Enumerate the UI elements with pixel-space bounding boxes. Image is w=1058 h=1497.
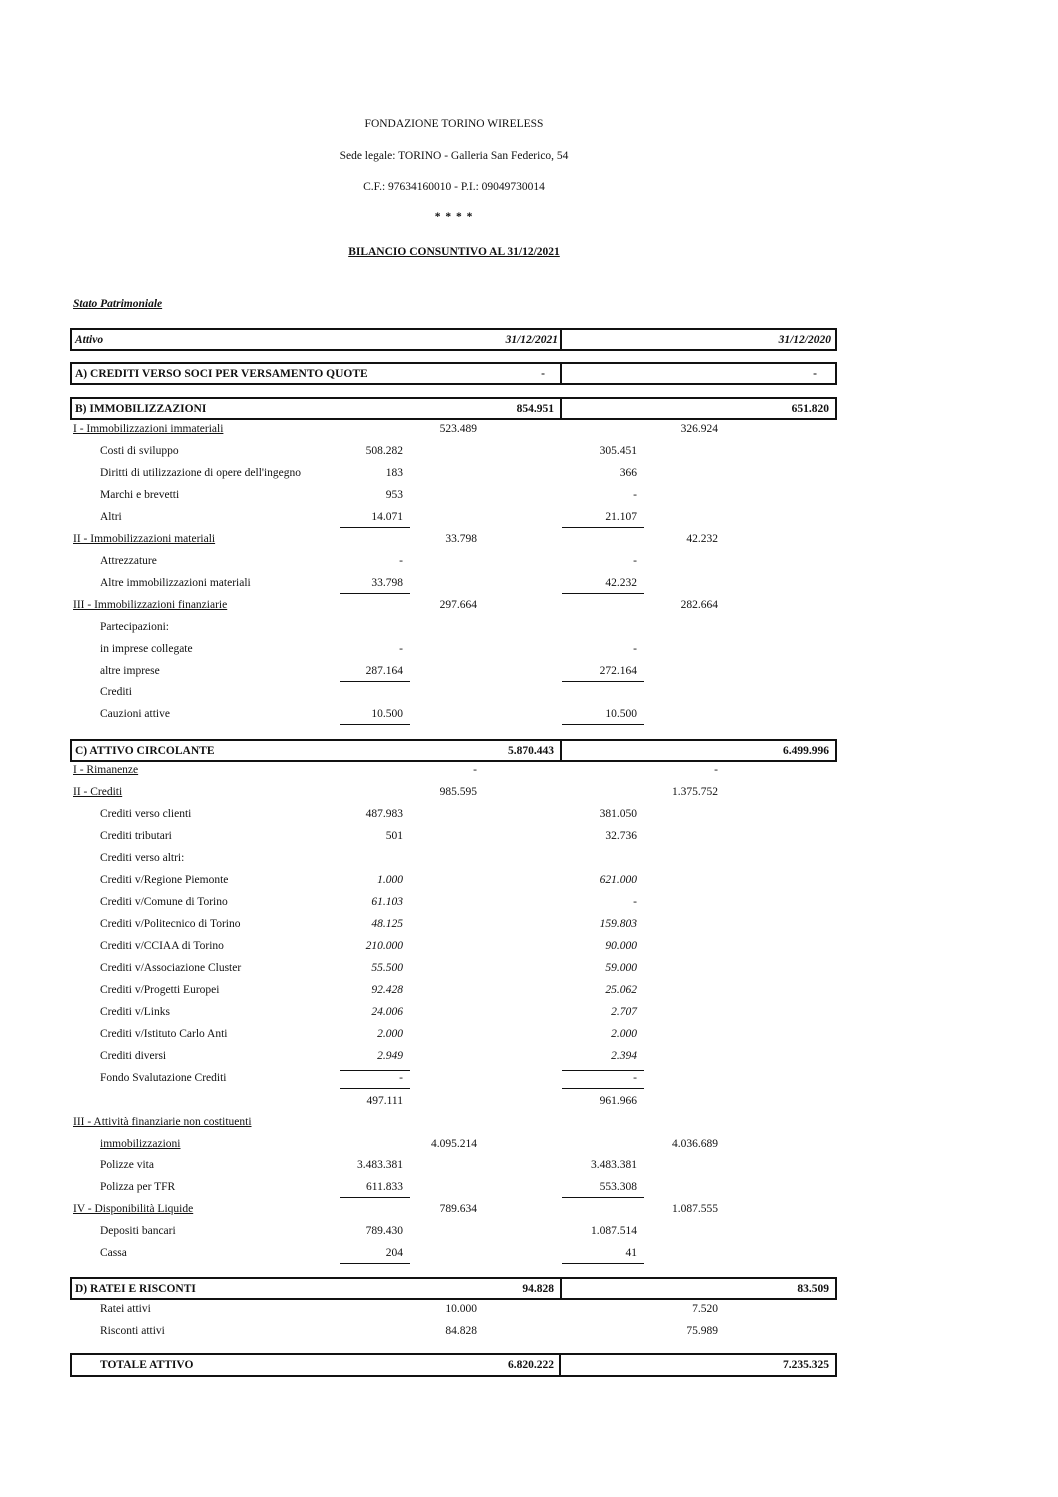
row-subtotal-2021-c2: 985.595 <box>439 786 477 798</box>
row-detail-2021-c2g: 210.000 <box>365 940 403 952</box>
row-detail-2020-c2l: 2.394 <box>611 1050 637 1062</box>
row-detail-2021-c2l: 2.949 <box>377 1050 403 1062</box>
underline-2021-c2m <box>340 1088 410 1089</box>
row-label-c2b: Crediti tributari <box>100 830 172 842</box>
column-year-2020: 31/12/2020 <box>778 333 831 346</box>
row-label-c2d: Crediti v/Regione Piemonte <box>100 874 229 886</box>
row-label-c2: II - Crediti <box>73 786 123 798</box>
row-detail-2020-c2k: 2.000 <box>611 1028 637 1040</box>
row-detail-2020-c2g: 90.000 <box>605 940 637 952</box>
row-detail-2020-c4a: 1.087.514 <box>591 1225 637 1237</box>
row-detail-2021-b2b: 33.798 <box>371 577 403 589</box>
row-detail-2021-c2f: 48.125 <box>371 918 403 930</box>
block-a-2021: - <box>541 367 545 380</box>
block-d-2020: 83.509 <box>797 1282 829 1295</box>
row-subtotal-2020-b2: 42.232 <box>686 533 718 545</box>
overline-2020-c2m <box>562 1070 644 1071</box>
row-label-c4b: Cassa <box>100 1247 127 1259</box>
row-label-b3: III - Immobilizzazioni finanziarie <box>73 599 228 611</box>
block-b-label: B) IMMOBILIZZAZIONI <box>75 402 207 415</box>
org-tax-ids: C.F.: 97634160010 - P.I.: 09049730014 <box>363 181 545 193</box>
row-detail-2020-b2a: - <box>633 555 637 567</box>
row-detail-2020-b1d: 21.107 <box>605 511 637 523</box>
row-label-c2j: Crediti v/Links <box>100 1006 170 1018</box>
underline-2021-b3e <box>340 724 410 725</box>
row-detail-2020-b1a: 305.451 <box>599 445 637 457</box>
row-subtotal-2021-c1: - <box>473 764 477 776</box>
row-subtotal-2021-b1: 523.489 <box>439 423 477 435</box>
block-b-2020: 651.820 <box>791 402 829 415</box>
row-label-c2e: Crediti v/Comune di Torino <box>100 896 228 908</box>
block-c-2021: 5.870.443 <box>508 744 554 757</box>
row-detail-2020-b1b: 366 <box>619 467 637 479</box>
row-detail-2020-c2d: 621.000 <box>599 874 637 886</box>
row-detail-2020-b3c: 272.164 <box>599 665 637 677</box>
row-label-b3b: in imprese collegate <box>100 643 193 655</box>
row-label-b1c: Marchi e brevetti <box>100 489 180 501</box>
row-detail-2021-c2b: 501 <box>385 830 403 842</box>
row-label-b3d: Crediti <box>100 686 132 698</box>
row-detail-2021-c4a: 789.430 <box>365 1225 403 1237</box>
column-label: Attivo <box>75 333 104 346</box>
row-detail-2021-b1a: 508.282 <box>365 445 403 457</box>
block-c-2020: 6.499.996 <box>783 744 829 757</box>
row-detail-2021-c2n: 497.111 <box>366 1095 403 1107</box>
underline-2020-b3c <box>562 681 644 682</box>
underline-2020-c3b <box>562 1197 644 1198</box>
row-label-c4: IV - Disponibilità Liquide <box>73 1203 194 1215</box>
row-label-c2l: Crediti diversi <box>100 1050 167 1062</box>
row-detail-2020-c2b: 32.736 <box>605 830 637 842</box>
total-2020: 7.235.325 <box>783 1359 829 1371</box>
row-label-d1: Ratei attivi <box>100 1303 151 1315</box>
row-label-c2g: Crediti v/CCIAA di Torino <box>100 940 224 952</box>
block-d-label: D) RATEI E RISCONTI <box>75 1282 196 1295</box>
row-detail-2021-c3a: 3.483.381 <box>357 1159 403 1171</box>
row-detail-2020-c4b: 41 <box>625 1247 637 1259</box>
row-label-c4a: Depositi bancari <box>100 1225 176 1237</box>
row-detail-2021-c2d: 1.000 <box>377 874 403 886</box>
row-label-b2b: Altre immobilizzazioni materiali <box>100 577 251 589</box>
row-subtotal-2020-c2: 1.375.752 <box>672 786 718 798</box>
row-label-c2f: Crediti v/Politecnico di Torino <box>100 918 241 930</box>
row-detail-2021-b3c: 287.164 <box>365 665 403 677</box>
underline-2021-b1d <box>340 527 410 528</box>
row-detail-2021-c2e: 61.103 <box>371 896 403 908</box>
row-detail-2020-b1c: - <box>633 489 637 501</box>
row-detail-2021-b2a: - <box>399 555 403 567</box>
row-subtotal-2020-d1: 7.520 <box>692 1303 718 1315</box>
row-label-b2: II - Immobilizzazioni materiali <box>73 533 216 545</box>
row-detail-2020-c2m: - <box>633 1072 637 1084</box>
row-detail-2021-c2j: 24.006 <box>371 1006 403 1018</box>
block-d <box>70 1277 837 1300</box>
row-label-c2k: Crediti v/Istituto Carlo Anti <box>100 1028 228 1040</box>
document-title: BILANCIO CONSUNTIVO AL 31/12/2021 <box>348 246 560 258</box>
row-label-b1a: Costi di sviluppo <box>100 445 179 457</box>
underline-2020-c4b <box>562 1263 644 1264</box>
underline-2021-c4b <box>340 1263 410 1264</box>
row-detail-2021-b1c: 953 <box>385 489 403 501</box>
underline-2021-b3c <box>340 681 410 682</box>
row-label-b1b: Diritti di utilizzazione di opere dell'ingegno <box>100 467 302 479</box>
block-b-2021: 854.951 <box>516 402 554 415</box>
underline-2021-b2b <box>340 593 410 594</box>
row-detail-2021-c2a: 487.983 <box>365 808 403 820</box>
column-header <box>70 328 837 351</box>
row-detail-2020-c2i: 25.062 <box>605 984 637 996</box>
row-label-b3c: altre imprese <box>100 665 160 677</box>
row-detail-2021-c2m: - <box>399 1072 403 1084</box>
column-year-2021: 31/12/2021 <box>505 333 558 346</box>
underline-2020-b3e <box>562 724 644 725</box>
row-subtotal-2020-c4: 1.087.555 <box>672 1203 718 1215</box>
row-subtotal-2020-c1: - <box>714 764 718 776</box>
row-label-b3e: Cauzioni attive <box>100 708 170 720</box>
row-detail-2020-c2e: - <box>633 896 637 908</box>
section-title: Stato Patrimoniale <box>73 298 163 310</box>
row-label-b1: I - Immobilizzazioni immateriali <box>73 423 224 435</box>
row-subtotal-2021-d1: 10.000 <box>445 1303 477 1315</box>
row-subtotal-2021-d2: 84.828 <box>445 1325 477 1337</box>
row-detail-2020-c2j: 2.707 <box>611 1006 637 1018</box>
row-label-c3a: Polizze vita <box>100 1159 154 1171</box>
row-detail-2021-b1d: 14.071 <box>371 511 403 523</box>
row-label-c2i: Crediti v/Progetti Europei <box>100 984 220 996</box>
row-label-c2h: Crediti v/Associazione Cluster <box>100 962 242 974</box>
separator-stars: * * * * <box>434 211 474 223</box>
row-label-c3x: immobilizzazioni <box>100 1138 181 1150</box>
total-2021: 6.820.222 <box>508 1359 554 1371</box>
row-label-c3b: Polizza per TFR <box>100 1181 176 1193</box>
row-detail-2020-c2n: 961.966 <box>599 1095 637 1107</box>
block-a-2020: - <box>813 367 817 380</box>
row-detail-2020-b3e: 10.500 <box>605 708 637 720</box>
row-detail-2021-c2i: 92.428 <box>371 984 403 996</box>
row-label-c2m: Fondo Svalutazione Crediti <box>100 1072 227 1084</box>
block-d-2021: 94.828 <box>522 1282 554 1295</box>
row-detail-2021-c2h: 55.500 <box>371 962 403 974</box>
row-detail-2021-c2k: 2.000 <box>377 1028 403 1040</box>
total-attivo <box>70 1353 837 1377</box>
overline-2021-c2m <box>340 1070 410 1071</box>
row-subtotal-2020-d2: 75.989 <box>686 1325 718 1337</box>
underline-2020-b2b <box>562 593 644 594</box>
row-detail-2021-b3e: 10.500 <box>371 708 403 720</box>
row-detail-2020-c2h: 59.000 <box>605 962 637 974</box>
row-subtotal-2020-b1: 326.924 <box>680 423 718 435</box>
row-detail-2020-c2f: 159.803 <box>599 918 637 930</box>
block-b <box>70 397 837 420</box>
total-label: TOTALE ATTIVO <box>100 1359 194 1371</box>
block-c <box>70 739 837 762</box>
row-detail-2020-c3a: 3.483.381 <box>591 1159 637 1171</box>
row-label-c3: III - Attività finanziarie non costituenti <box>73 1116 252 1128</box>
org-address: Sede legale: TORINO - Galleria San Federico, 54 <box>339 150 569 162</box>
row-subtotal-2021-b2: 33.798 <box>445 533 477 545</box>
row-detail-2021-b3b: - <box>399 643 403 655</box>
row-detail-2020-c3b: 553.308 <box>599 1181 637 1193</box>
row-subtotal-2021-c3x: 4.095.214 <box>431 1138 477 1150</box>
row-subtotal-2020-b3: 282.664 <box>680 599 718 611</box>
row-subtotal-2021-c4: 789.634 <box>439 1203 477 1215</box>
underline-2020-c2m <box>562 1088 644 1089</box>
underline-2020-b1d <box>562 527 644 528</box>
row-label-b3a: Partecipazioni: <box>100 621 169 633</box>
block-a <box>70 362 837 385</box>
row-subtotal-2021-b3: 297.664 <box>439 599 477 611</box>
block-a-label: A) CREDITI VERSO SOCI PER VERSAMENTO QUOTE <box>75 367 368 380</box>
row-label-b1d: Altri <box>100 511 122 523</box>
row-label-b2a: Attrezzature <box>100 555 157 567</box>
row-detail-2021-b1b: 183 <box>385 467 403 479</box>
row-detail-2020-b2b: 42.232 <box>605 577 637 589</box>
row-label-c1: I - Rimanenze <box>73 764 139 776</box>
underline-2021-c3b <box>340 1197 410 1198</box>
org-name: FONDAZIONE TORINO WIRELESS <box>364 118 544 130</box>
row-detail-2020-b3b: - <box>633 643 637 655</box>
row-detail-2021-c4b: 204 <box>385 1247 403 1259</box>
block-c-label: C) ATTIVO CIRCOLANTE <box>75 744 215 757</box>
row-detail-2020-c2a: 381.050 <box>599 808 637 820</box>
row-subtotal-2020-c3x: 4.036.689 <box>672 1138 718 1150</box>
row-label-d2: Risconti attivi <box>100 1325 165 1337</box>
row-label-c2a: Crediti verso clienti <box>100 808 192 820</box>
row-detail-2021-c3b: 611.833 <box>366 1181 403 1193</box>
row-label-c2c: Crediti verso altri: <box>100 852 185 864</box>
